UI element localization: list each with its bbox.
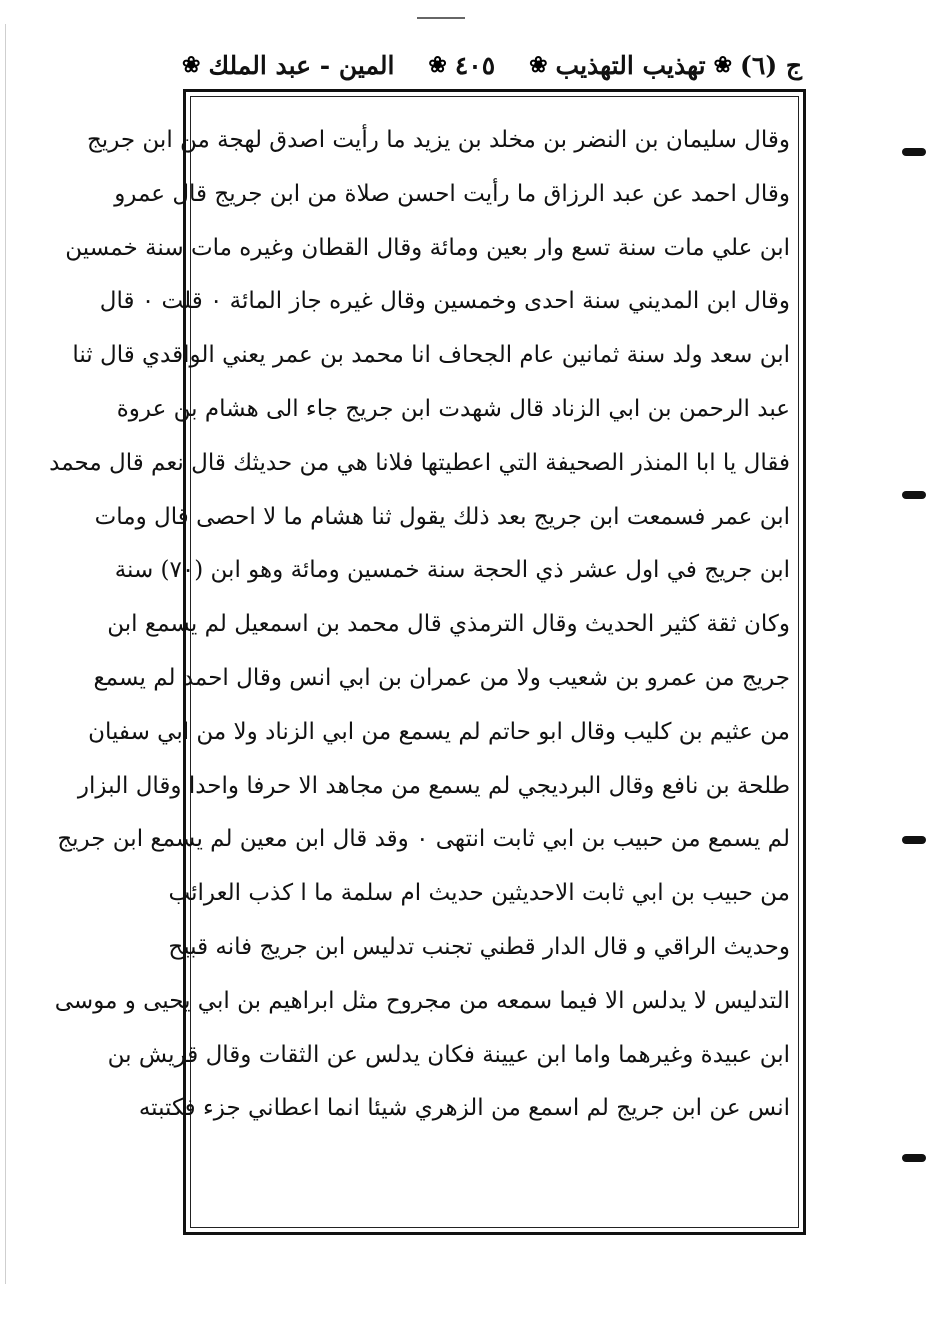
text-line: ابن عبيدة وغيرهما واما ابن عيينة فكان يدلس عن الثقات وقال قريش بن [107,1041,790,1068]
ornament-icon: ❀ [529,52,548,78]
text-line: وقال سليمان بن النضر بن مخلد بن يزيد ما رأيت اصدق لهجة من ابن جريج [86,127,790,153]
section-label-group [182,51,394,80]
left-scan-edge [5,24,6,1284]
text-line: لم يسمع من حبيب بن ابي ثابت انتهى ٠ وقد قال ابن معين لم يسمع ابن جريج [57,826,790,853]
volume-label: ج (٦) [740,50,802,80]
text-line: وكان ثقة كثير الحديث وقال الترمذي قال محمد بن اسمعيل لم يسمع ابن [107,611,790,638]
text-line: جريج من عمرو بن شعيب ولا من عمران بن ابي انس وقال احمد لم يسمع [93,664,790,691]
text-line: وحديث الراقي و قال الدار قطني تجنب تدليس ابن جريج فانه قبيح [168,933,790,960]
margin-scan-mark [902,1154,926,1162]
text-line: التدليس لا يدلس الا فيما سمعه من مجروح مثل ابراهيم بن ابي يحيى و موسى [54,987,790,1014]
text-line: وقال احمد عن عبد الرزاق ما رأيت احسن صلاة من ابن جريج قال عمرو [114,180,790,207]
text-line: ابن جريج في اول عشر ذي الحجة سنة خمسين ومائة وهو ابن (٧٠) سنة [114,557,790,584]
text-line: وقال ابن المديني سنة احدى وخمسين وقال غيره جاز المائة ٠ قلت ٠ قال [99,288,790,315]
ornament-icon: ❀ [713,52,733,78]
text-line: ابن علي مات سنة تسع وار بعين ومائة وقال القطان وغيره مات سنة خمسين [65,234,790,261]
text-line: ابن عمر فسمعت ابن جريج بعد ذلك يقول ثنا هشام ما لا احصى قال ومات [94,503,790,530]
top-scan-mark [417,17,465,19]
section-title: المين - عبد الملك [208,50,395,80]
text-line: طلحة بن نافع وقال البرديجي لم يسمع من مجاهد الا حرفا واحدا وقال البزار [77,772,790,799]
page-number-group [428,51,495,80]
ornament-icon: ❀ [428,52,447,78]
text-line: فقال يا ابا المنذر الصحيفة التي اعطيتها فلانا هي من حديثك قال نعم قال محمد [49,449,790,476]
page-number: ٤٠٥ [454,50,496,80]
text-line: من عثيم بن كليب وقال ابو حاتم لم يسمع من ابي الزناد ولا من ابي سفيان [88,718,790,745]
text-line: من حبيب بن ابي ثابت الاحديثين حديث ام سلمة ما ا كذب العرائب [168,880,790,907]
book-title: تهذيب التهذيب [555,50,706,80]
volume-label-group [529,51,802,80]
text-line: انس عن ابن جريج لم اسمع من الزهري شيئا انما اعطاني جزء فكتبته [138,1095,790,1122]
running-header [182,40,802,90]
ornament-icon: ❀ [182,52,201,78]
text-line: ابن سعد ولد سنة ثمانين عام الجحاف انا محمد بن عمر يعني الواقدي قال ثنا [72,342,790,369]
margin-scan-mark [902,836,926,844]
margin-scan-mark [902,148,926,156]
margin-scan-mark [902,491,926,499]
arabic-text-block [49,114,790,1214]
text-line: عبد الرحمن بن ابي الزناد قال شهدت ابن جريج جاء الى هشام بن عروة [116,395,790,422]
